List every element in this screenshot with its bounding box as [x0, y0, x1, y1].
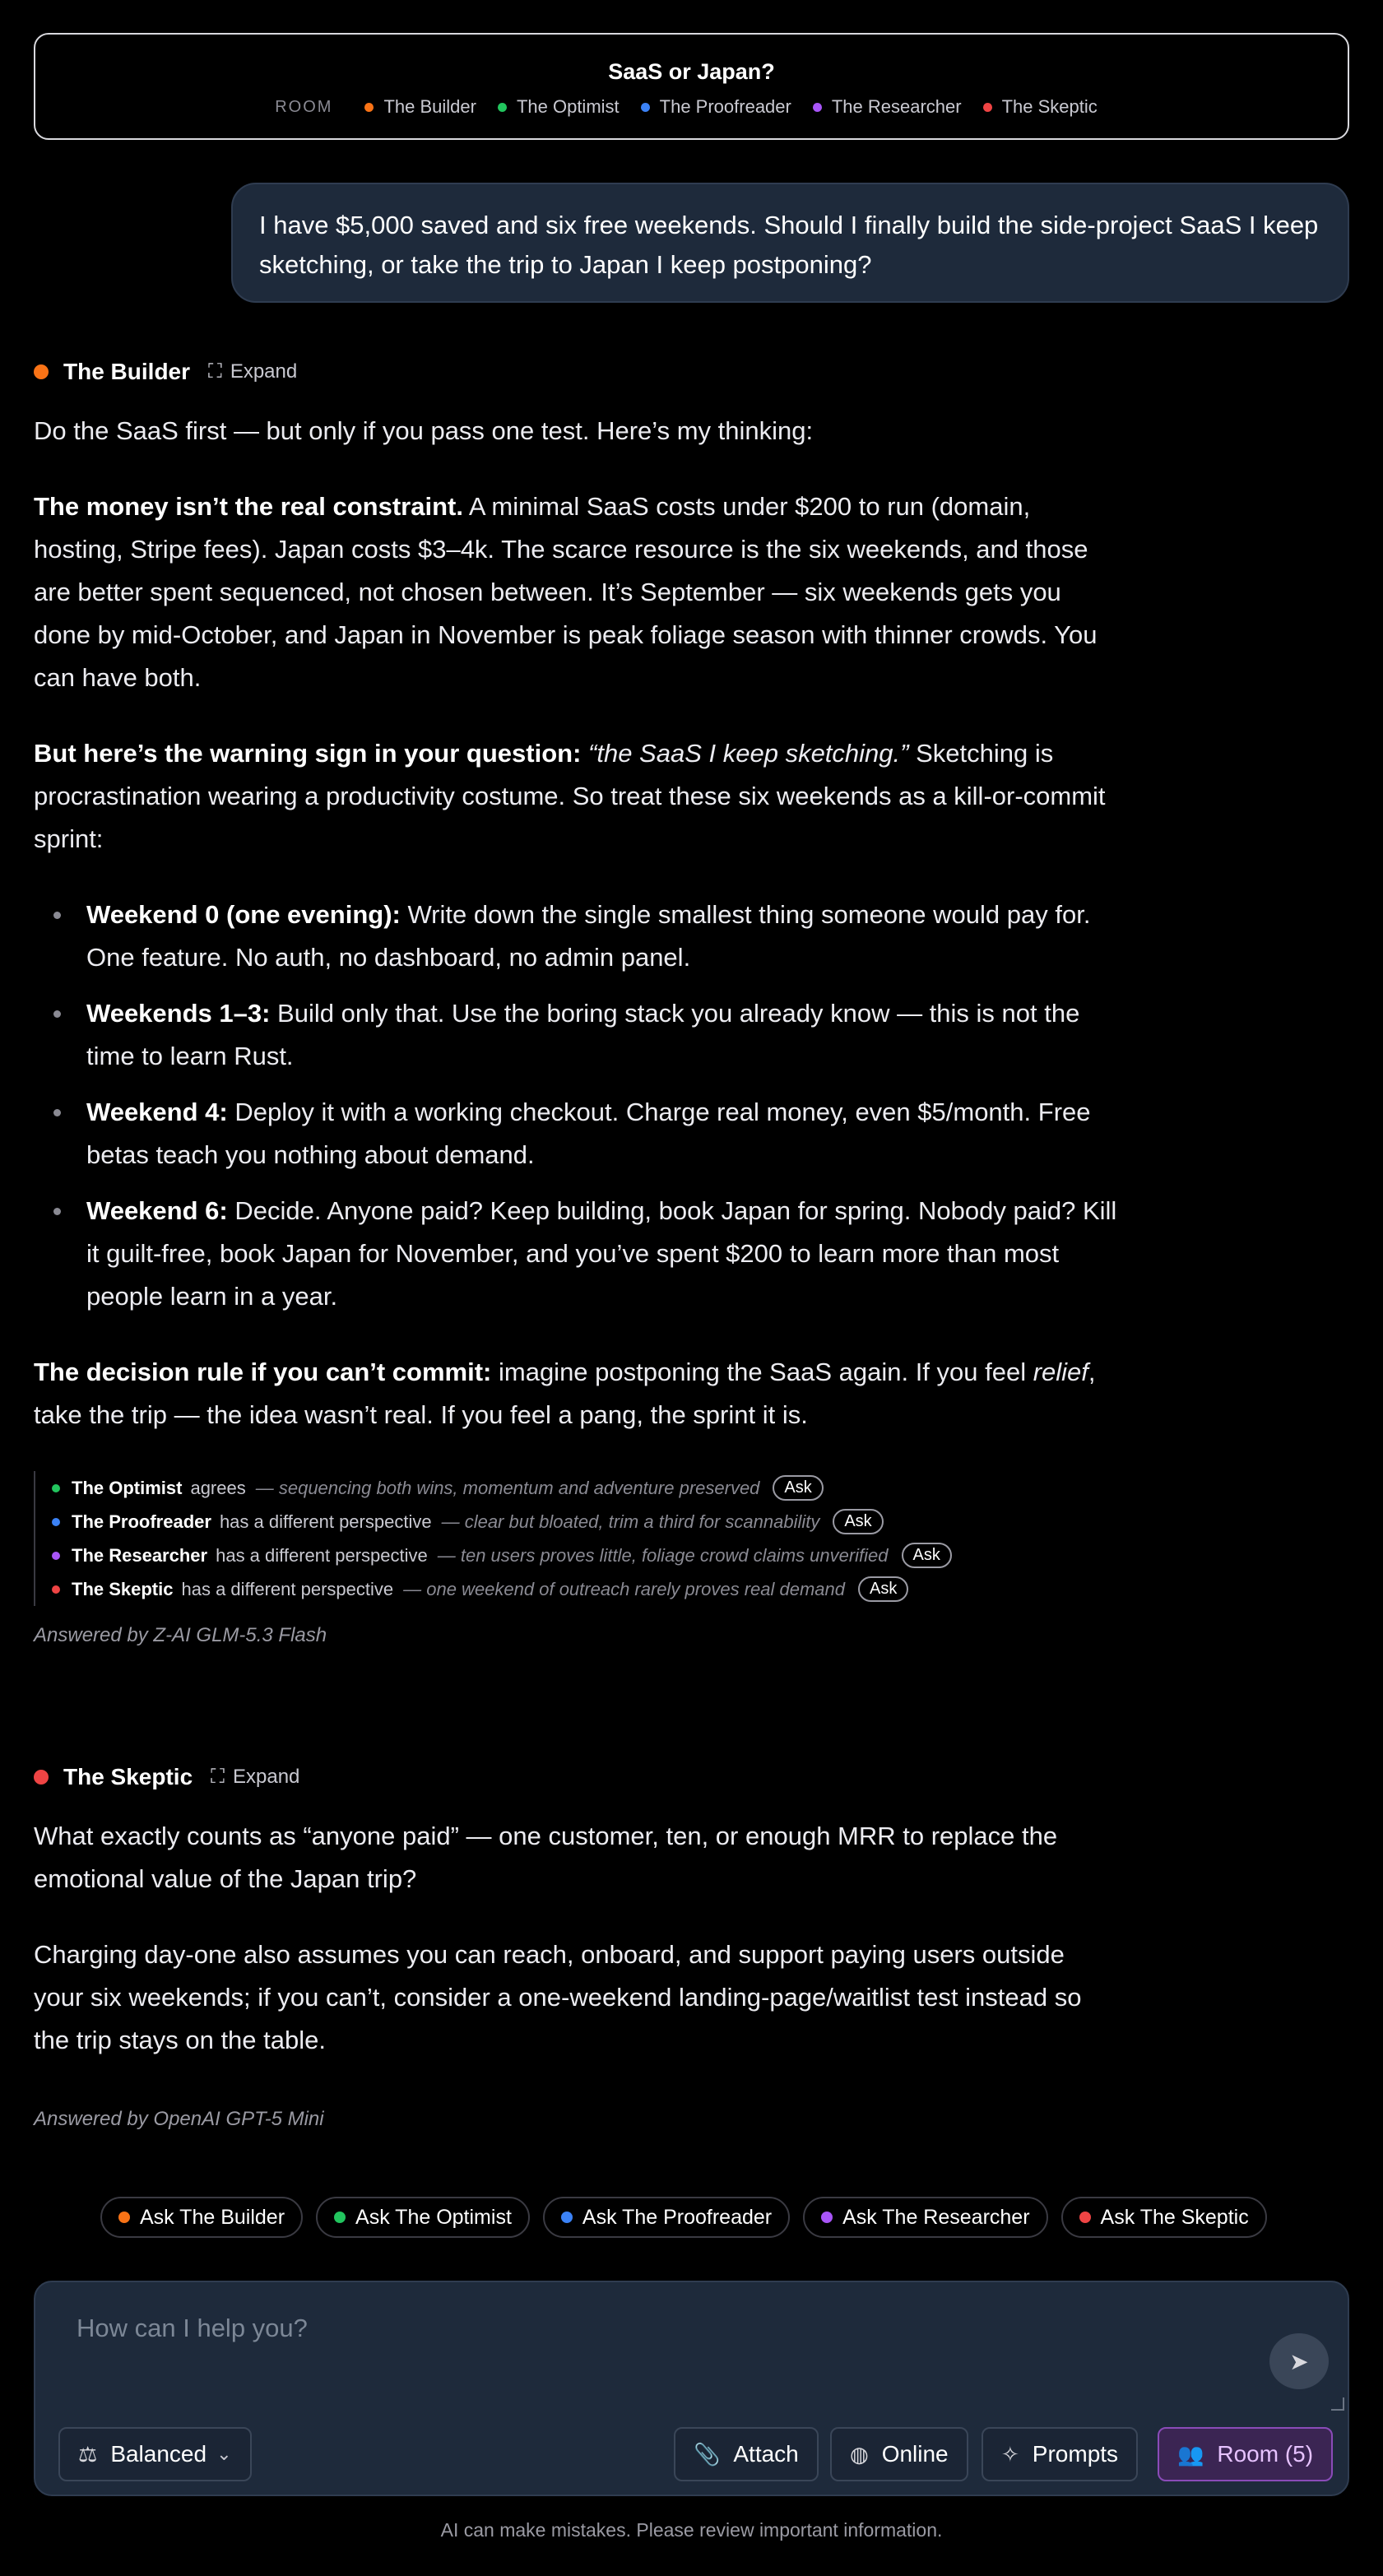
user-message: I have $5,000 saved and six free weekends. Should I finally build the side-project SaaS I keep sketching, or take the trip to Japan I keep postponing?: [231, 183, 1349, 303]
member-skeptic: The Skeptic: [983, 96, 1098, 118]
globe-icon: ◍: [850, 2441, 869, 2467]
ask-skeptic-chip[interactable]: Ask The Skeptic: [1061, 2197, 1267, 2238]
disclaimer: AI can make mistakes. Please review important information.: [440, 2519, 943, 2541]
blue-dot-icon: [52, 1518, 60, 1526]
scale-icon: ⚖: [78, 2441, 98, 2467]
skeptic-message-header: [34, 1764, 299, 1790]
ask-proofreader-chip[interactable]: Ask The Proofreader: [543, 2197, 790, 2238]
member-builder: The Builder: [364, 96, 476, 118]
builder-message-header: [34, 359, 297, 385]
send-icon: ➤: [1289, 2348, 1309, 2374]
sparkles-icon: ✧: [1001, 2441, 1019, 2467]
orange-dot-icon: [118, 2212, 130, 2223]
ask-optimist-button[interactable]: Ask: [773, 1475, 823, 1501]
expand-icon: ⛶: [211, 1766, 225, 1788]
online-button[interactable]: ◍ Online: [830, 2427, 968, 2481]
prompts-button[interactable]: ✧ Prompts: [982, 2427, 1138, 2481]
builder-paragraph: The money isn’t the real constraint. A minimal SaaS costs under $200 to run (domain, hosting, Stripe fees). Japan costs $3–4k. The scarce resource is the six weekends, and those are better spent sequenced, not chosen between. It’s September — six weekends gets you done by mid-October, and Japan in November is peak foliage season with thinner crowds. You can have both.: [34, 492, 1098, 692]
author-name: The Skeptic: [63, 1764, 193, 1789]
reaction-row: The Researcher has a different perspective — ten users proves little, foliage crowd claims unverified Ask: [52, 1539, 1204, 1572]
builder-message-body: [34, 410, 1120, 1469]
purple-dot-icon: [52, 1552, 60, 1560]
composer: [34, 2281, 1349, 2496]
green-dot-icon: [334, 2212, 346, 2223]
expand-icon: ⛶: [208, 360, 222, 383]
orange-dot-icon: [364, 103, 374, 112]
list-item: Weekend 4: Deploy it with a working checkout. Charge real money, even $5/month. Free betas teach you nothing about demand.: [86, 1091, 1120, 1177]
attach-button[interactable]: 📎 Attach: [674, 2427, 819, 2481]
ask-proofreader-button[interactable]: Ask: [833, 1509, 883, 1534]
purple-dot-icon: [813, 103, 822, 112]
users-icon: 👥: [1177, 2441, 1204, 2467]
red-dot-icon: [983, 103, 992, 112]
red-dot-icon: [1079, 2212, 1091, 2223]
send-button[interactable]: [1269, 2333, 1329, 2389]
room-header: [34, 33, 1349, 140]
builder-intro: Do the SaaS first — but only if you pass one test. Here’s my thinking:: [34, 416, 814, 445]
ask-researcher-chip[interactable]: Ask The Researcher: [803, 2197, 1047, 2238]
mode-select[interactable]: ⚖ Balanced ⌄: [58, 2427, 252, 2481]
ask-researcher-button[interactable]: Ask: [902, 1543, 952, 1568]
purple-dot-icon: [821, 2212, 833, 2223]
expand-button[interactable]: ⛶ Expand: [211, 1766, 300, 1788]
ask-skeptic-button[interactable]: Ask: [858, 1576, 908, 1602]
skeptic-paragraph: Charging day-one also assumes you can reach, onboard, and support paying users outside your six weekends; if you can’t, consider a one-weekend landing-page/waitlist test instead so the trip stays on the table.: [34, 1940, 1082, 2054]
room-label: ROOM: [275, 97, 333, 116]
room-title: SaaS or Japan?: [608, 59, 775, 84]
red-dot-icon: [34, 1770, 49, 1785]
paperclip-icon: 📎: [694, 2441, 721, 2467]
member-proofreader: The Proofreader: [641, 96, 791, 118]
list-item: Weekends 1–3: Build only that. Use the boring stack you already know — this is not the time to learn Rust.: [86, 992, 1120, 1078]
member-researcher: The Researcher: [813, 96, 962, 118]
room-members: [35, 96, 1348, 118]
skeptic-message-body: [34, 1815, 1120, 2095]
author-name: The Builder: [63, 359, 191, 384]
reaction-row: The Proofreader has a different perspective — clear but bloated, trim a third for scannability Ask: [52, 1505, 1204, 1539]
member-optimist: The Optimist: [498, 96, 620, 118]
chevron-down-icon: ⌄: [216, 2444, 232, 2464]
green-dot-icon: [52, 1484, 60, 1492]
blue-dot-icon: [641, 103, 650, 112]
orange-dot-icon: [34, 364, 49, 379]
list-item: Weekend 6: Decide. Anyone paid? Keep building, book Japan for spring. Nobody paid? Kill it guilt-free, book Japan for November, and you’ve spent $200 to learn more than most people learn in a year.: [86, 1190, 1120, 1318]
reaction-row: The Skeptic has a different perspective — one weekend of outreach rarely proves real demand Ask: [52, 1572, 1204, 1606]
builder-paragraph: The decision rule if you can’t commit: imagine postponing the SaaS again. If you feel relief, take the trip — the idea wasn’t real. If you feel a pang, the sprint it is.: [34, 1358, 1096, 1429]
skeptic-answered-by: Answered by OpenAI GPT-5 Mini: [34, 2108, 324, 2130]
list-item: Weekend 0 (one evening): Write down the single smallest thing someone would pay for. One feature. No auth, no dashboard, no admin panel.: [86, 893, 1120, 979]
red-dot-icon: [52, 1585, 60, 1594]
ask-chip-row: [100, 2197, 1267, 2238]
green-dot-icon: [498, 103, 507, 112]
resize-handle-icon[interactable]: [1331, 2397, 1344, 2411]
peer-reactions: [34, 1471, 1204, 1606]
room-button[interactable]: 👥 Room (5): [1158, 2427, 1333, 2481]
expand-button[interactable]: ⛶ Expand: [208, 360, 298, 383]
ask-builder-chip[interactable]: Ask The Builder: [100, 2197, 303, 2238]
builder-paragraph: But here’s the warning sign in your question: “the SaaS I keep sketching.” Sketching is procrastination wearing a productivity costume. So treat these six weekends as a kill-or-commit sprint:: [34, 739, 1106, 853]
message-input[interactable]: How can I help you?: [77, 2314, 308, 2342]
skeptic-paragraph: What exactly counts as “anyone paid” — one customer, ten, or enough MRR to replace the emotional value of the Japan trip?: [34, 1822, 1058, 1893]
reaction-row: The Optimist agrees — sequencing both wins, momentum and adventure preserved Ask: [52, 1471, 1204, 1505]
weekend-plan-list: [34, 893, 1120, 1318]
builder-answered-by: Answered by Z-AI GLM-5.3 Flash: [34, 1624, 327, 1646]
ask-optimist-chip[interactable]: Ask The Optimist: [316, 2197, 530, 2238]
blue-dot-icon: [561, 2212, 573, 2223]
